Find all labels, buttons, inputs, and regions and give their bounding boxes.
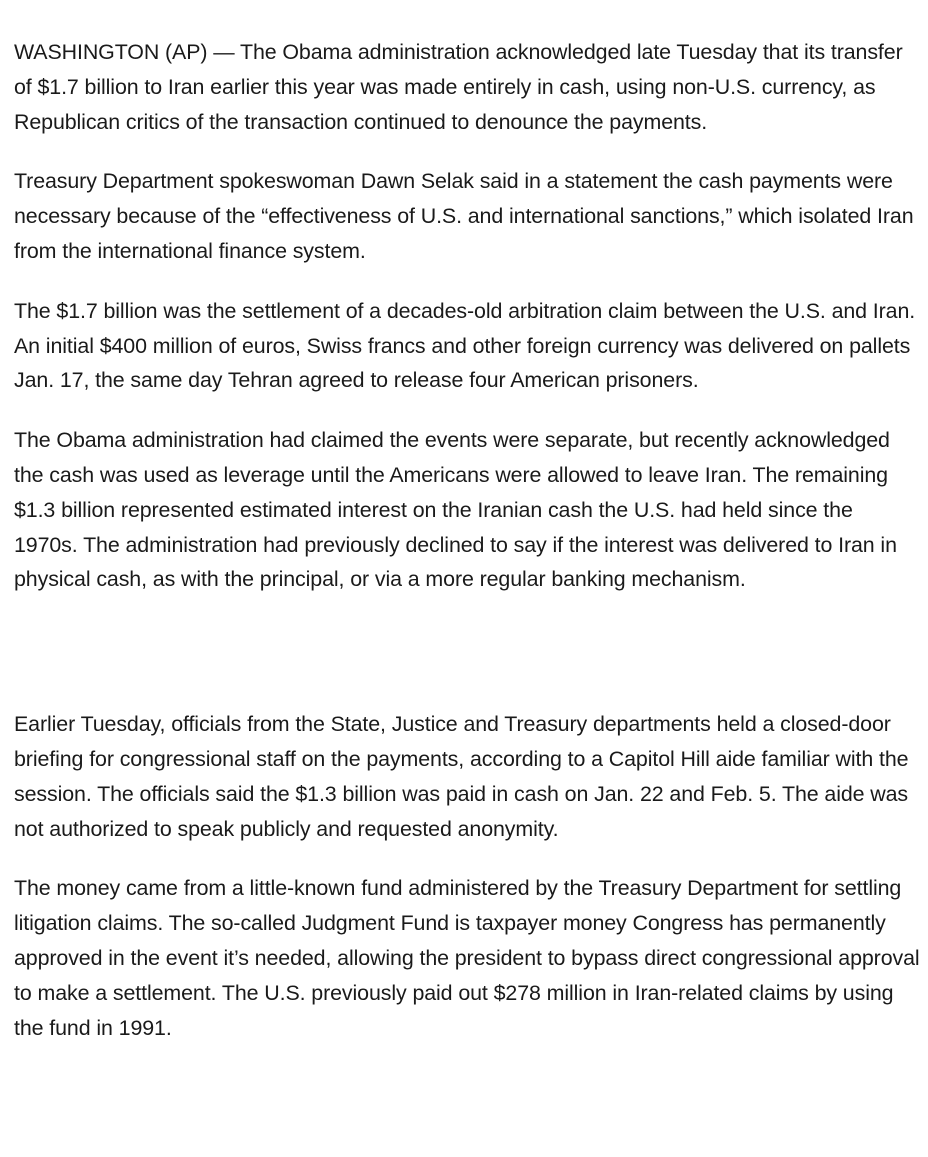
article-paragraph: WASHINGTON (AP) — The Obama administration acknowledged late Tuesday that its transfer of $1.7 billion to Iran earlier this year was made entirely in cash, using non-U.S. currency, as Republican critics of the transaction continued to denounce the payments. bbox=[14, 40, 903, 134]
article-paragraph: Earlier Tuesday, officials from the State, Justice and Treasury departments held a closed-door briefing for congressional staff on the payments, according to a Capitol Hill aide familiar with the session. The officials said the $1.3 billion was paid in cash on Jan. 22 and Feb. 5. The aide was not authorized to speak publicly and requested anonymity. bbox=[14, 712, 909, 841]
article-paragraph: The money came from a little-known fund administered by the Treasury Department for settling litigation claims. The so-called Judgment Fund is taxpayer money Congress has permanently approved in the event it’s needed, allowing the president to bypass direct congressional approval to make a settlement. The U.S. previously paid out $278 million in Iran-related claims by using the fund in 1991. bbox=[14, 876, 920, 1040]
article-body bbox=[14, 35, 922, 1070]
article-paragraph: The $1.7 billion was the settlement of a decades-old arbitration claim between the U.S. and Iran. An initial $400 million of euros, Swiss francs and other foreign currency was delivered on pallets Jan. 17, the same day Tehran agreed to release four American prisoners. bbox=[14, 298, 916, 393]
article-paragraph: Treasury Department spokeswoman Dawn Selak said in a statement the cash payments were necessary because of the “effectiveness of U.S. and international sanctions,” which isolated Iran from the international finance system. bbox=[14, 169, 914, 263]
article-paragraph: The Obama administration had claimed the events were separate, but recently acknowledged the cash was used as leverage until the Americans were allowed to leave Iran. The remaining $1.3 billion represented estimated interest on the Iranian cash the U.S. had held since the 1970s. The administration had previously declined to say if the interest was delivered to Iran in physical cash, as with the principal, or via a more regular banking mechanism. bbox=[14, 428, 897, 592]
